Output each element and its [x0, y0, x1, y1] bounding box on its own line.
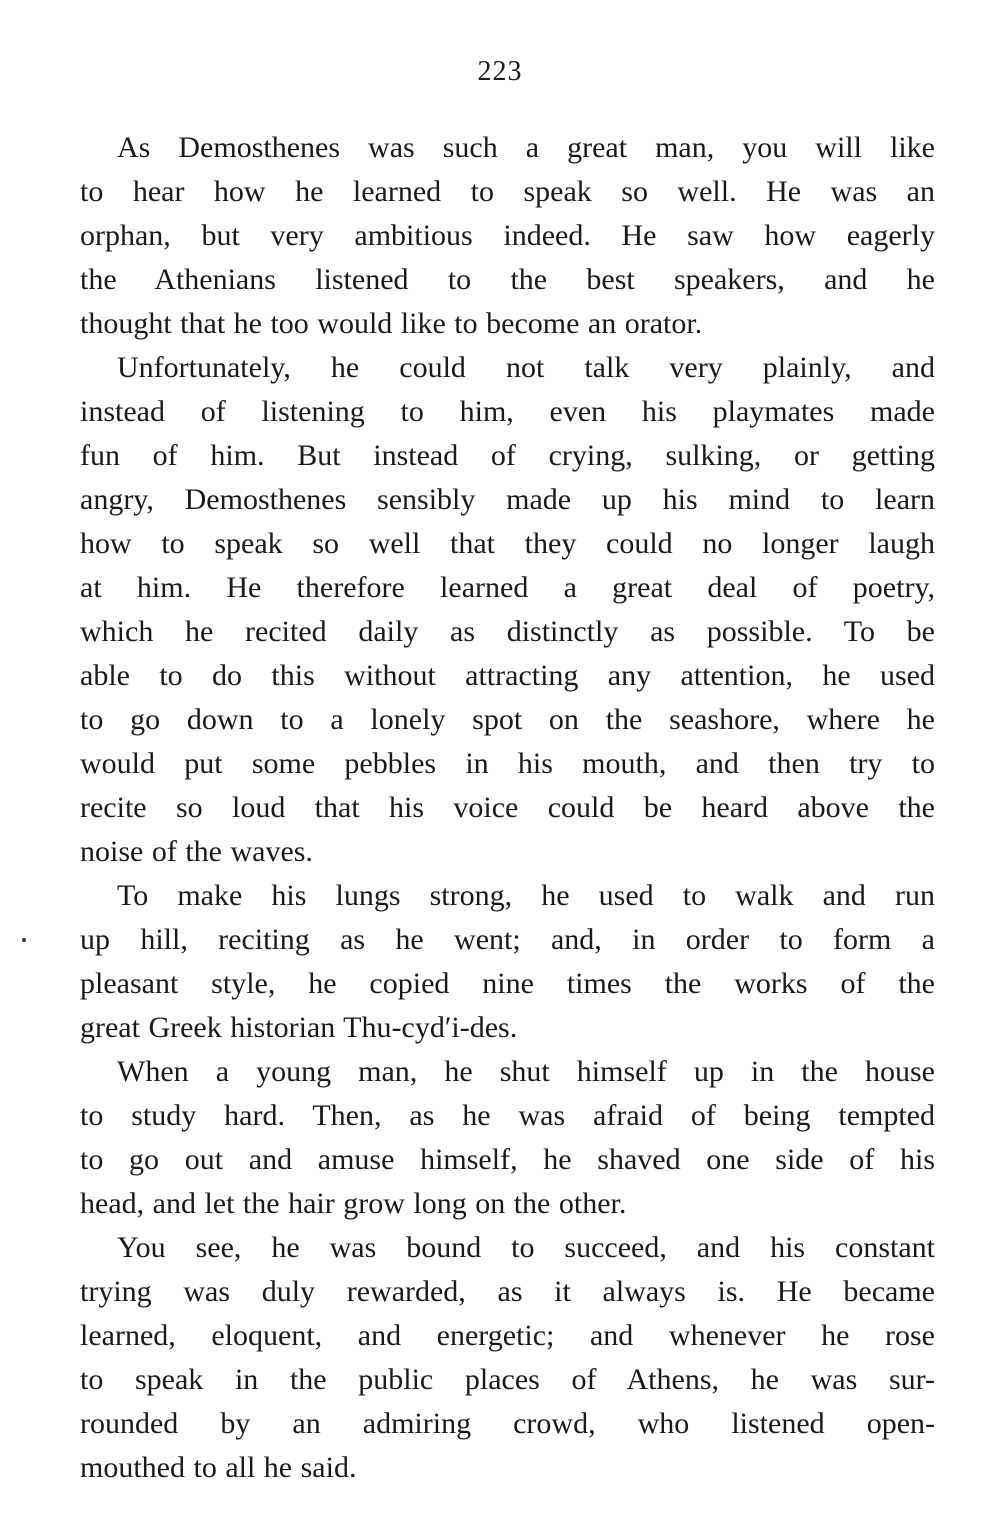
text-line: recite so loud that his voice could be heard above the	[80, 791, 935, 824]
text-line: head, and let the hair grow long on the other.	[80, 1187, 627, 1220]
text-line: pleasant style, he copied nine times the works of the	[80, 967, 935, 1000]
text-line: how to speak so well that they could no longer laugh	[80, 527, 935, 560]
text-line: up hill, reciting as he went; and, in order to form a	[80, 923, 935, 956]
text-line: You see, he was bound to succeed, and his constant	[117, 1231, 935, 1264]
text-line: noise of the waves.	[80, 835, 313, 868]
text-line: instead of listening to him, even his playmates made	[80, 395, 935, 428]
text-line: mouthed to all he said.	[80, 1451, 357, 1484]
text-line: When a young man, he shut himself up in the house	[117, 1055, 935, 1088]
text-line: rounded by an admiring crowd, who listened open-	[80, 1407, 935, 1440]
text-line: to go out and amuse himself, he shaved one side of his	[80, 1143, 935, 1176]
text-line: to study hard. Then, as he was afraid of being tempted	[80, 1099, 935, 1132]
text-line: great Greek historian Thu-cyd′i-des.	[80, 1011, 518, 1044]
text-line: the Athenians listened to the best speakers, and he	[80, 263, 935, 296]
text-line: thought that he too would like to become an orator.	[80, 307, 703, 340]
text-line: to hear how he learned to speak so well. He was an	[80, 175, 935, 208]
text-line: Unfortunately, he could not talk very plainly, and	[117, 351, 935, 384]
text-line: As Demosthenes was such a great man, you will like	[117, 131, 935, 164]
text-line: fun of him. But instead of crying, sulking, or getting	[80, 439, 935, 472]
text-line: to go down to a lonely spot on the seashore, where he	[80, 703, 935, 736]
text-line: to speak in the public places of Athens, he was sur-	[80, 1363, 935, 1396]
text-line: which he recited daily as distinctly as possible. To be	[80, 615, 935, 648]
print-speck	[22, 938, 26, 942]
text-line: trying was duly rewarded, as it always is. He became	[80, 1275, 935, 1308]
text-line: at him. He therefore learned a great deal of poetry,	[80, 571, 935, 604]
text-line: To make his lungs strong, he used to walk and run	[117, 879, 935, 912]
text-line: angry, Demosthenes sensibly made up his mind to learn	[80, 483, 935, 516]
text-line: able to do this without attracting any attention, he used	[80, 659, 935, 692]
text-line: learned, eloquent, and energetic; and whenever he rose	[80, 1319, 935, 1352]
text-line: orphan, but very ambitious indeed. He saw how eagerly	[80, 219, 935, 252]
body-text	[80, 126, 935, 1490]
text-line: would put some pebbles in his mouth, and then try to	[80, 747, 935, 780]
page-number: 223	[477, 56, 523, 87]
